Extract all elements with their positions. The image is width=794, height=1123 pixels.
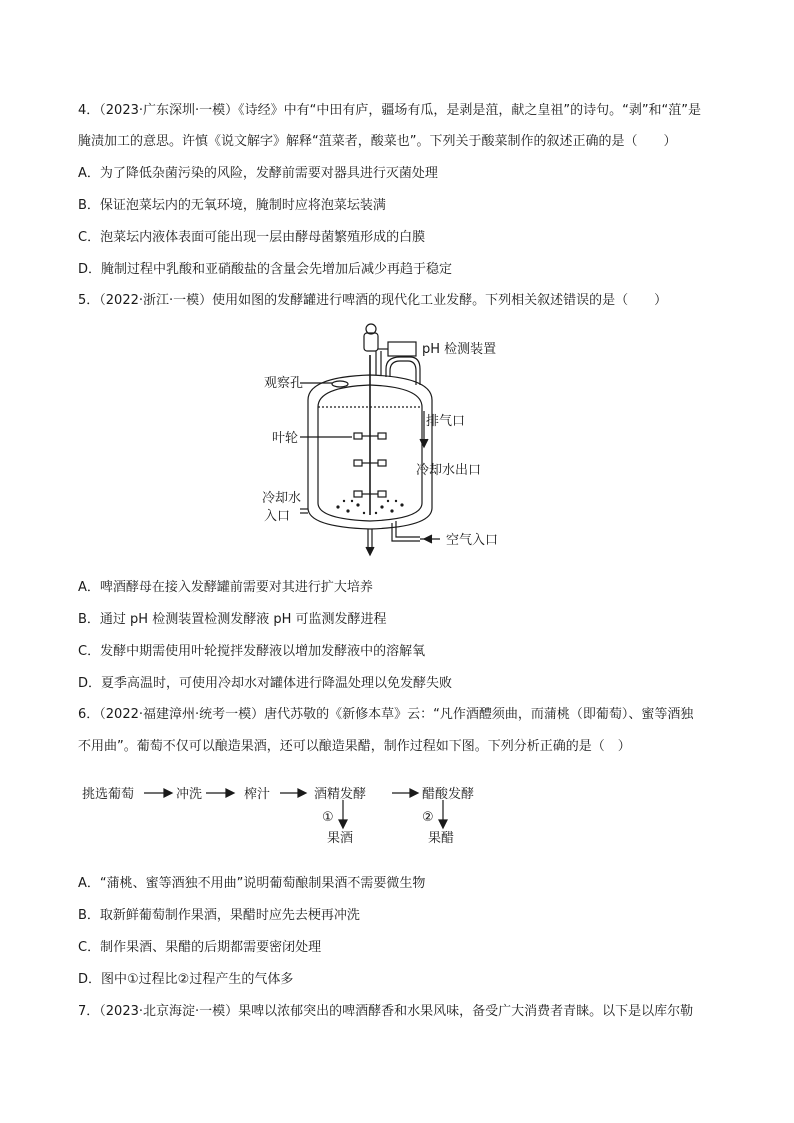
motor-box: [364, 333, 378, 351]
q6-stem-line1: 6．（2022·福建漳州·统考一模）唐代苏敬的《新修本草》云：“凡作酒醴须曲，而蒲桃（即葡萄）、蜜等酒独: [78, 707, 694, 722]
q7-stem-line1: 7．（2023·北京海淀·一模）果啤以浓郁突出的啤酒酵香和水果风味，备受广大消费者青睐。以下是以库尔勒: [78, 1004, 694, 1019]
q5-stem-line1: 5．（2022·浙江·一模）使用如图的发酵罐进行啤酒的现代化工业发酵。下列相关叙述错误的是（ ）: [78, 293, 668, 308]
flow-output-wine: 果酒: [327, 831, 354, 846]
label-observation-hole: 观察孔: [264, 376, 304, 391]
flow-step-acetic-fermentation: 醋酸发酵: [422, 787, 475, 802]
fermenter-diagram: [0, 315, 794, 575]
flow-step-select-grapes: 挑选葡萄: [82, 787, 135, 802]
q6-option-d: D．图中①过程比②过程产生的气体多: [78, 972, 294, 987]
q4-option-c: C．泡菜坛内液体表面可能出现一层由酵母菌繁殖形成的白膜: [78, 230, 426, 245]
label-exhaust: 排气口: [426, 414, 466, 429]
flow-mark-2: ②: [422, 810, 434, 825]
q5-option-a: A．啤酒酵母在接入发酵罐前需要对其进行扩大培养: [78, 580, 373, 595]
q5-option-d: D．夏季高温时，可使用冷却水对罐体进行降温处理以免发酵失败: [78, 676, 453, 691]
q4-stem-line1: 4．（2023·广东深圳·一模）《诗经》中有“中田有庐，疆场有瓜，是剥是菹，献之皇祖”的诗句。“剥”和“菹”是: [78, 103, 702, 118]
label-cooling-out: 冷却水出口: [416, 463, 482, 478]
q5-option-b: B．通过 pH 检测装置检测发酵液 pH 可监测发酵进程: [78, 612, 387, 627]
q6-stem-line2: 不用曲”。葡萄不仅可以酿造果酒，还可以酿造果醋，制作过程如下图。下列分析正确的是（ ）: [78, 739, 631, 754]
label-ph-device: pH 检测装置: [422, 342, 497, 357]
q4-stem-line2: 腌渍加工的意思。许慎《说文解字》解释“菹菜者，酸菜也”。下列关于酸菜制作的叙述正确的是（ ）: [78, 134, 677, 149]
label-cooling-in-1: 冷却水: [262, 491, 302, 506]
flow-mark-1: ①: [322, 810, 334, 825]
flow-step-rinse: 冲洗: [176, 787, 203, 802]
flow-step-juice: 榨汁: [244, 787, 271, 802]
q5-option-c: C．发酵中期需使用叶轮搅拌发酵液以增加发酵液中的溶解氧: [78, 644, 426, 659]
q4-option-d: D．腌制过程中乳酸和亚硝酸盐的含量会先增加后减少再趋于稳定: [78, 262, 453, 277]
flow-step-alcohol-fermentation: 酒精发酵: [314, 787, 367, 802]
flow-output-vinegar: 果醋: [428, 831, 455, 846]
ph-device-box: [388, 342, 416, 356]
q4-option-b: B．保证泡菜坛内的无氧环境，腌制时应将泡菜坛装满: [78, 198, 386, 213]
process-flow-diagram: [0, 778, 794, 848]
q6-option-a: A．“蒲桃、蜜等酒独不用曲”说明葡萄酿制果酒不需要微生物: [78, 876, 426, 891]
label-cooling-in-2: 入口: [264, 509, 291, 524]
label-air-inlet: 空气入口: [446, 533, 499, 548]
q6-option-c: C．制作果酒、果醋的后期都需要密闭处理: [78, 940, 322, 955]
observation-hole: [332, 381, 348, 387]
q6-option-b: B．取新鲜葡萄制作果酒，果醋时应先去梗再冲洗: [78, 908, 360, 923]
label-impeller: 叶轮: [272, 431, 299, 446]
q4-option-a: A．为了降低杂菌污染的风险，发酵前需要对器具进行灭菌处理: [78, 166, 438, 181]
